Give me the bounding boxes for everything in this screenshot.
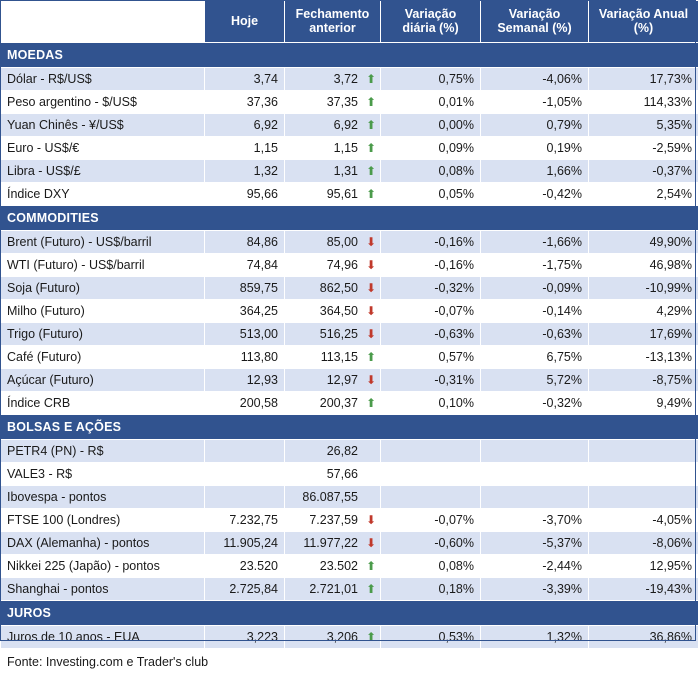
cell-fechamento-anterior (285, 113, 381, 136)
cell-variacao-semanal: -1,75% (481, 253, 589, 276)
arrow-down-icon: ⬇ (366, 282, 376, 294)
cell-variacao-anual: 2,54% (589, 182, 698, 205)
cell-hoje: 12,93 (205, 368, 285, 391)
cell-fechamento-anterior (285, 554, 381, 577)
cell-hoje: 513,00 (205, 322, 285, 345)
cell-variacao-diaria: -0,31% (381, 368, 481, 391)
cell-variacao-anual: 12,95% (589, 554, 698, 577)
cell-fechamento-anterior (285, 67, 381, 90)
cell-fechamento-anterior (285, 531, 381, 554)
arrow-up-icon: ⬆ (366, 96, 376, 108)
table-row (1, 391, 698, 414)
source-note: Fonte: Investing.com e Trader's club (1, 648, 698, 675)
cell-hoje: 2.725,84 (205, 577, 285, 600)
table-row (1, 531, 698, 554)
table-row (1, 299, 698, 322)
cell-variacao-semanal: -3,70% (481, 508, 589, 531)
table-row (1, 345, 698, 368)
arrow-down-icon: ⬇ (366, 537, 376, 549)
arrow-down-icon: ⬇ (366, 305, 376, 317)
cell-variacao-diaria: -0,07% (381, 508, 481, 531)
row-label: Ibovespa - pontos (1, 485, 205, 508)
cell-variacao-semanal: -4,06% (481, 67, 589, 90)
cell-hoje: 11.905,24 (205, 531, 285, 554)
arrow-up-icon: ⬆ (366, 165, 376, 177)
cell-variacao-diaria: -0,60% (381, 531, 481, 554)
cell-variacao-anual: 9,49% (589, 391, 698, 414)
table-row (1, 159, 698, 182)
cell-prev-value: 26,82 (327, 444, 358, 458)
cell-prev-value: 3,72 (334, 72, 358, 86)
cell-fechamento-anterior (285, 508, 381, 531)
cell-variacao-diaria: 0,57% (381, 345, 481, 368)
cell-fechamento-anterior (285, 253, 381, 276)
cell-variacao-diaria: -0,16% (381, 253, 481, 276)
table-row (1, 625, 698, 648)
table-row (1, 439, 698, 462)
cell-variacao-anual: 46,98% (589, 253, 698, 276)
cell-prev-value: 57,66 (327, 467, 358, 481)
section-title: BOLSAS E AÇÕES (1, 414, 698, 439)
row-label: Açúcar (Futuro) (1, 368, 205, 391)
table-row (1, 554, 698, 577)
cell-hoje: 95,66 (205, 182, 285, 205)
cell-fechamento-anterior (285, 345, 381, 368)
arrow-down-icon: ⬇ (366, 259, 376, 271)
cell-variacao-semanal: 6,75% (481, 345, 589, 368)
cell-hoje (205, 439, 285, 462)
cell-prev-value: 23.502 (320, 559, 358, 573)
row-label: VALE3 - R$ (1, 462, 205, 485)
row-label: Yuan Chinês - ¥/US$ (1, 113, 205, 136)
cell-prev-value: 7.237,59 (309, 513, 358, 527)
cell-variacao-diaria (381, 462, 481, 485)
cell-variacao-diaria: 0,53% (381, 625, 481, 648)
cell-hoje: 37,36 (205, 90, 285, 113)
cell-prev-value: 200,37 (320, 396, 358, 410)
arrow-up-icon: ⬆ (366, 142, 376, 154)
cell-variacao-diaria: 0,08% (381, 554, 481, 577)
cell-fechamento-anterior (285, 439, 381, 462)
row-label: Nikkei 225 (Japão) - pontos (1, 554, 205, 577)
cell-fechamento-anterior (285, 299, 381, 322)
header-variacao-diaria: Variação diária (%) (381, 1, 481, 43)
cell-variacao-anual: 5,35% (589, 113, 698, 136)
cell-prev-value: 6,92 (334, 118, 358, 132)
cell-variacao-anual: 17,69% (589, 322, 698, 345)
cell-hoje: 200,58 (205, 391, 285, 414)
arrow-down-icon: ⬇ (366, 374, 376, 386)
cell-fechamento-anterior (285, 276, 381, 299)
cell-fechamento-anterior (285, 462, 381, 485)
cell-variacao-diaria: 0,75% (381, 67, 481, 90)
cell-variacao-anual: 36,86% (589, 625, 698, 648)
cell-variacao-semanal: 0,19% (481, 136, 589, 159)
cell-variacao-anual: 17,73% (589, 67, 698, 90)
cell-variacao-semanal: -1,05% (481, 90, 589, 113)
cell-variacao-diaria (381, 439, 481, 462)
section-title: COMMODITIES (1, 205, 698, 230)
arrow-up-icon: ⬆ (366, 583, 376, 595)
cell-variacao-semanal: -5,37% (481, 531, 589, 554)
cell-variacao-anual: -4,05% (589, 508, 698, 531)
table-row (1, 485, 698, 508)
cell-variacao-anual: -13,13% (589, 345, 698, 368)
row-label: Trigo (Futuro) (1, 322, 205, 345)
row-label: Shanghai - pontos (1, 577, 205, 600)
cell-fechamento-anterior (285, 485, 381, 508)
row-label: Índice DXY (1, 182, 205, 205)
header-hoje: Hoje (205, 1, 285, 43)
arrow-down-icon: ⬇ (366, 236, 376, 248)
cell-variacao-semanal: 1,66% (481, 159, 589, 182)
table-header (1, 1, 698, 43)
table-row (1, 182, 698, 205)
header-fechamento-anterior: Fechamento anterior (285, 1, 381, 43)
cell-hoje: 23.520 (205, 554, 285, 577)
arrow-up-icon: ⬆ (366, 631, 376, 643)
row-label: Café (Futuro) (1, 345, 205, 368)
arrow-up-icon: ⬆ (366, 560, 376, 572)
row-label: DAX (Alemanha) - pontos (1, 531, 205, 554)
row-label: Soja (Futuro) (1, 276, 205, 299)
row-label: Peso argentino - $/US$ (1, 90, 205, 113)
cell-variacao-anual: -8,06% (589, 531, 698, 554)
cell-prev-value: 85,00 (327, 235, 358, 249)
table-row (1, 368, 698, 391)
table-row (1, 322, 698, 345)
cell-hoje: 859,75 (205, 276, 285, 299)
cell-variacao-anual: -2,59% (589, 136, 698, 159)
row-label: Brent (Futuro) - US$/barril (1, 230, 205, 253)
cell-variacao-semanal: 1,32% (481, 625, 589, 648)
header-variacao-semanal: Variação Semanal (%) (481, 1, 589, 43)
section-title: JUROS (1, 600, 698, 625)
cell-variacao-diaria: -0,63% (381, 322, 481, 345)
cell-fechamento-anterior (285, 90, 381, 113)
cell-variacao-anual: 4,29% (589, 299, 698, 322)
arrow-down-icon: ⬇ (366, 514, 376, 526)
footer-row (1, 648, 698, 675)
row-label: FTSE 100 (Londres) (1, 508, 205, 531)
cell-variacao-semanal: -3,39% (481, 577, 589, 600)
cell-prev-value: 3,206 (327, 630, 358, 644)
cell-variacao-semanal: -2,44% (481, 554, 589, 577)
row-label: Euro - US$/€ (1, 136, 205, 159)
cell-fechamento-anterior (285, 625, 381, 648)
arrow-down-icon: ⬇ (366, 328, 376, 340)
cell-hoje: 6,92 (205, 113, 285, 136)
cell-prev-value: 862,50 (320, 281, 358, 295)
cell-variacao-semanal: -0,14% (481, 299, 589, 322)
table-row (1, 462, 698, 485)
table-row (1, 253, 698, 276)
row-label: Dólar - R$/US$ (1, 67, 205, 90)
cell-variacao-diaria: 0,05% (381, 182, 481, 205)
cell-prev-value: 1,31 (334, 164, 358, 178)
table-row (1, 577, 698, 600)
table-row (1, 508, 698, 531)
arrow-up-icon: ⬆ (366, 351, 376, 363)
cell-variacao-semanal (481, 462, 589, 485)
cell-variacao-semanal: 0,79% (481, 113, 589, 136)
cell-variacao-diaria (381, 485, 481, 508)
cell-prev-value: 95,61 (327, 187, 358, 201)
cell-fechamento-anterior (285, 577, 381, 600)
cell-variacao-anual: -19,43% (589, 577, 698, 600)
cell-prev-value: 11.977,22 (303, 536, 358, 550)
cell-hoje: 364,25 (205, 299, 285, 322)
row-label: PETR4 (PN) - R$ (1, 439, 205, 462)
cell-fechamento-anterior (285, 136, 381, 159)
cell-prev-value: 2.721,01 (309, 582, 358, 596)
cell-variacao-anual: 49,90% (589, 230, 698, 253)
cell-variacao-semanal (481, 485, 589, 508)
arrow-up-icon: ⬆ (366, 119, 376, 131)
cell-variacao-semanal: -0,09% (481, 276, 589, 299)
cell-prev-value: 74,96 (327, 258, 358, 272)
cell-fechamento-anterior (285, 182, 381, 205)
cell-variacao-anual: -8,75% (589, 368, 698, 391)
cell-hoje (205, 462, 285, 485)
cell-variacao-anual (589, 485, 698, 508)
cell-fechamento-anterior (285, 230, 381, 253)
table-row (1, 230, 698, 253)
section-header-row (1, 414, 698, 439)
cell-hoje: 74,84 (205, 253, 285, 276)
cell-variacao-diaria: 0,10% (381, 391, 481, 414)
cell-variacao-diaria: 0,00% (381, 113, 481, 136)
section-header-row (1, 600, 698, 625)
header-variacao-anual: Variação Anual (%) (589, 1, 698, 43)
cell-variacao-diaria: 0,01% (381, 90, 481, 113)
row-label: Milho (Futuro) (1, 299, 205, 322)
table-row (1, 113, 698, 136)
cell-hoje: 3,223 (205, 625, 285, 648)
table-body (1, 42, 698, 675)
cell-fechamento-anterior (285, 322, 381, 345)
cell-variacao-anual (589, 462, 698, 485)
cell-prev-value: 516,25 (320, 327, 358, 341)
table-row (1, 276, 698, 299)
cell-variacao-semanal: -0,32% (481, 391, 589, 414)
cell-variacao-semanal: -1,66% (481, 230, 589, 253)
table-row (1, 136, 698, 159)
arrow-up-icon: ⬆ (366, 397, 376, 409)
row-label: WTI (Futuro) - US$/barril (1, 253, 205, 276)
cell-prev-value: 86.087,55 (302, 490, 358, 504)
cell-fechamento-anterior (285, 368, 381, 391)
header-blank (1, 1, 205, 43)
cell-variacao-semanal: -0,42% (481, 182, 589, 205)
cell-hoje: 113,80 (205, 345, 285, 368)
cell-hoje: 84,86 (205, 230, 285, 253)
cell-variacao-anual: -10,99% (589, 276, 698, 299)
table-row (1, 67, 698, 90)
cell-prev-value: 113,15 (321, 350, 358, 364)
cell-variacao-diaria: 0,09% (381, 136, 481, 159)
cell-variacao-diaria: -0,32% (381, 276, 481, 299)
section-header-row (1, 205, 698, 230)
cell-prev-value: 1,15 (334, 141, 358, 155)
cell-variacao-anual: 114,33% (589, 90, 698, 113)
cell-variacao-diaria: 0,18% (381, 577, 481, 600)
cell-fechamento-anterior (285, 159, 381, 182)
cell-variacao-semanal: 5,72% (481, 368, 589, 391)
cell-hoje: 7.232,75 (205, 508, 285, 531)
row-label: Índice CRB (1, 391, 205, 414)
cell-prev-value: 37,35 (327, 95, 358, 109)
cell-variacao-anual: -0,37% (589, 159, 698, 182)
cell-prev-value: 364,50 (320, 304, 358, 318)
cell-variacao-diaria: 0,08% (381, 159, 481, 182)
row-label: Juros de 10 anos - EUA (1, 625, 205, 648)
cell-hoje (205, 485, 285, 508)
cell-prev-value: 12,97 (327, 373, 358, 387)
cell-variacao-diaria: -0,07% (381, 299, 481, 322)
cell-fechamento-anterior (285, 391, 381, 414)
row-label: Libra - US$/£ (1, 159, 205, 182)
cell-variacao-anual (589, 439, 698, 462)
cell-hoje: 3,74 (205, 67, 285, 90)
section-header-row (1, 42, 698, 67)
arrow-up-icon: ⬆ (366, 73, 376, 85)
table-row (1, 90, 698, 113)
cell-variacao-semanal: -0,63% (481, 322, 589, 345)
arrow-up-icon: ⬆ (366, 188, 376, 200)
cell-variacao-semanal (481, 439, 589, 462)
cell-hoje: 1,32 (205, 159, 285, 182)
cell-variacao-diaria: -0,16% (381, 230, 481, 253)
cell-hoje: 1,15 (205, 136, 285, 159)
section-title: MOEDAS (1, 42, 698, 67)
